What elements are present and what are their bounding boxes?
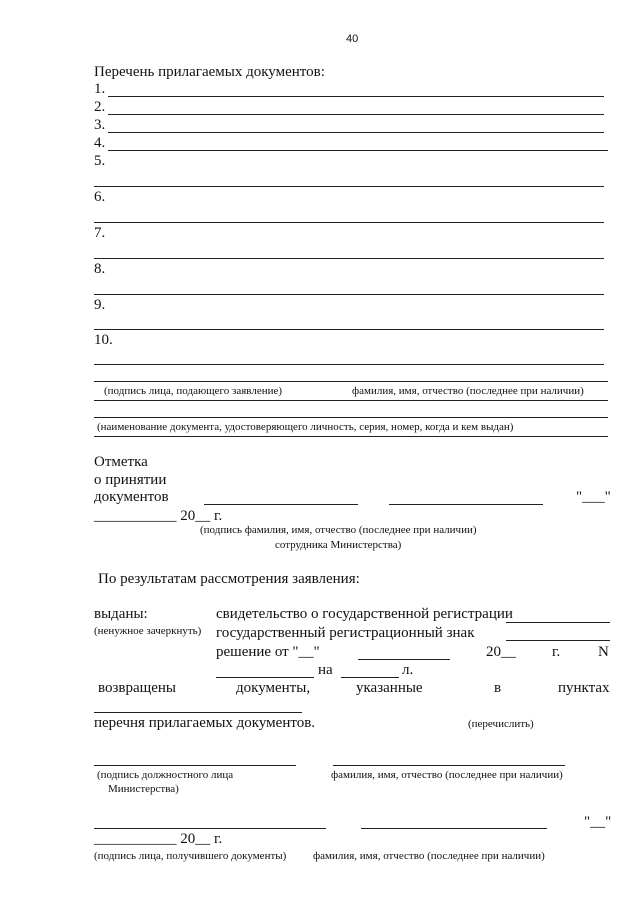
list-item-number: 9. [94, 297, 106, 313]
list-item-number: 6. [94, 189, 106, 205]
list-item-line[interactable] [94, 294, 604, 295]
decision-date-line[interactable] [358, 659, 450, 660]
list-item-line[interactable] [94, 329, 604, 330]
list-item-number: 4. [94, 135, 106, 151]
applicant-signature-line[interactable] [94, 381, 608, 382]
acceptance-caption: (подпись фамилия, имя, отчество (последнее при наличии) [200, 524, 477, 536]
acceptance-date-day: "___" [576, 489, 611, 505]
applicant-signature-caption: (подпись лица, подающего заявление) [104, 385, 283, 397]
acceptance-signature-line[interactable] [204, 504, 358, 505]
returned-word: указанные [356, 680, 423, 696]
official-name-caption: фамилия, имя, отчество (последнее при наличии) [331, 769, 563, 781]
list-item-number: 1. [94, 81, 106, 97]
list-item-line[interactable] [94, 258, 604, 259]
decision-sheets-line[interactable] [341, 677, 399, 678]
returned-word: возвращены [98, 680, 176, 696]
strike-note: (ненужное зачеркнуть) [94, 625, 202, 637]
list-item-line[interactable] [94, 222, 604, 223]
returned-tail: перечня прилагаемых документов. [94, 715, 316, 731]
decision-sheets: л. [402, 662, 414, 678]
acceptance-name-line[interactable] [389, 504, 543, 505]
list-item-number: 2. [94, 99, 106, 115]
acceptance-label: документов [94, 489, 169, 505]
returned-word: документы, [236, 680, 311, 696]
official-signature-line[interactable] [94, 765, 296, 766]
list-item-number: 3. [94, 117, 106, 133]
list-item-number: 10. [94, 332, 113, 348]
acceptance-label: о принятии [94, 472, 167, 488]
issued-option-plate[interactable]: государственный регистрационный знак [216, 625, 475, 641]
receiver-name-line[interactable] [361, 828, 547, 829]
decision-g: г. [552, 644, 561, 660]
acceptance-label: Отметка [94, 454, 148, 470]
applicant-name-caption: фамилия, имя, отчество (последнее при наличии) [352, 385, 584, 397]
receiver-signature-line[interactable] [94, 828, 326, 829]
decision-on: на [318, 662, 333, 678]
official-name-line[interactable] [333, 765, 565, 766]
issued-label: выданы: [94, 606, 148, 622]
official-signature-caption: (подпись должностного лица [97, 769, 234, 781]
identity-document-line[interactable] [94, 417, 608, 418]
issued-option-certificate[interactable]: свидетельство о государственной регистрации [216, 606, 513, 622]
returned-word: пунктах [558, 680, 610, 696]
attachments-title: Перечень прилагаемых документов: [94, 64, 325, 80]
receiver-signature-caption: (подпись лица, получившего документы) [94, 850, 287, 862]
results-heading: По результатам рассмотрения заявления: [98, 571, 360, 587]
list-item-number: 5. [94, 153, 106, 169]
decision-number-sign: N [598, 644, 609, 660]
decision-date-prefix: решение от "__" [216, 644, 320, 660]
list-item-line[interactable] [108, 132, 604, 133]
identity-document-caption: (наименование документа, удостоверяющего личность, серия, номер, когда и кем выдан) [97, 421, 514, 433]
acceptance-caption: сотрудника Министерства) [275, 539, 402, 551]
list-item-line[interactable] [108, 150, 608, 151]
receiver-name-caption: фамилия, имя, отчество (последнее при наличии) [313, 850, 545, 862]
list-item-line[interactable] [108, 96, 604, 97]
list-item-line[interactable] [94, 186, 604, 187]
enumerate-hint: (перечислить) [468, 718, 534, 730]
decision-year: 20__ [486, 644, 516, 660]
decision-number-line[interactable] [216, 677, 314, 678]
official-signature-caption: Министерства) [108, 783, 179, 795]
acceptance-date-year: ___________ 20__ г. [94, 508, 223, 524]
plate-line[interactable] [506, 640, 610, 641]
certificate-line[interactable] [506, 622, 610, 623]
applicant-caption-underline [94, 400, 608, 401]
list-item-line[interactable] [108, 114, 604, 115]
list-item-line[interactable] [94, 364, 604, 365]
list-item-number: 8. [94, 261, 106, 277]
receiver-date-year: ___________ 20__ г. [94, 831, 223, 847]
returned-items-line[interactable] [94, 712, 302, 713]
returned-word: в [494, 680, 502, 696]
receiver-date-day: "__" [584, 814, 612, 830]
identity-caption-underline [94, 436, 608, 437]
page-number: 40 [346, 33, 359, 45]
list-item-number: 7. [94, 225, 106, 241]
